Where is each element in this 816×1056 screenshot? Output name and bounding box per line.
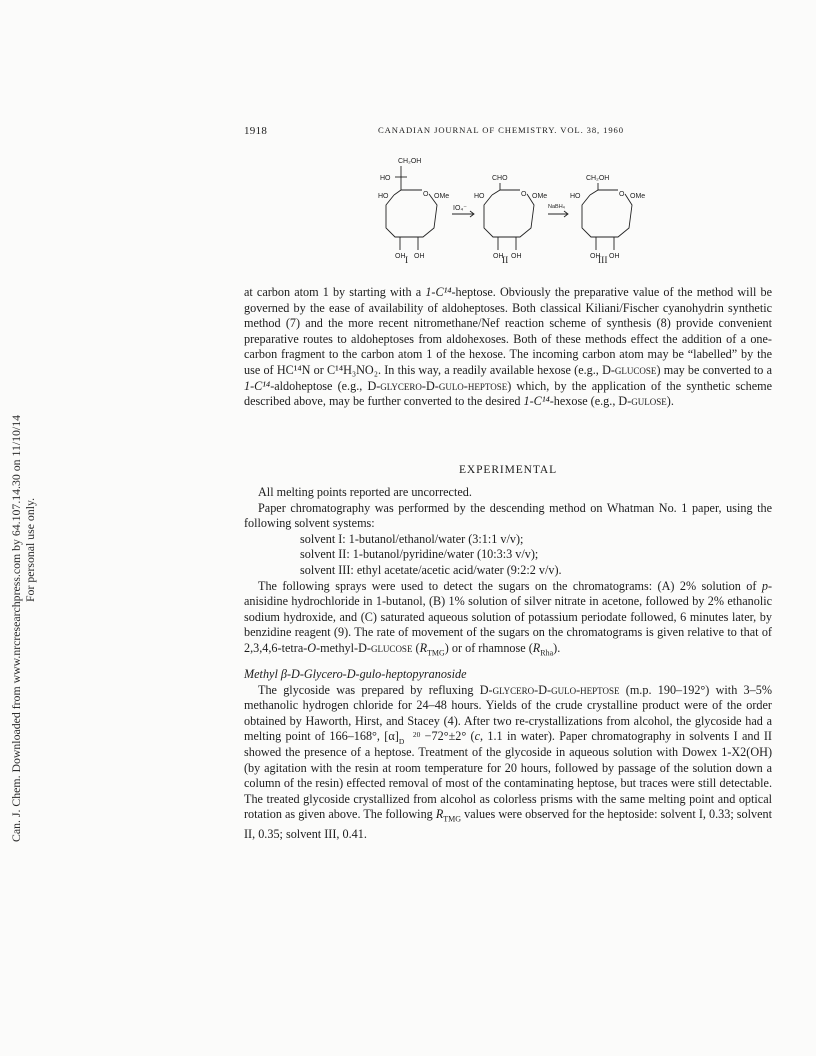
structure-III-ch2oh: CH₂OH — [586, 175, 610, 182]
structure-II-ome: OMe — [532, 193, 548, 200]
structure-I-ring-o: O — [423, 191, 429, 198]
page-number: 1918 — [244, 125, 268, 137]
structure-II-cho: CHO — [492, 175, 508, 182]
download-notice — [4, 262, 46, 842]
structure-II-ring-o: O — [521, 191, 527, 198]
running-head: CANADIAN JOURNAL OF CHEMISTRY. VOL. 38, 1960 — [378, 125, 624, 135]
structure-I-oh-2: OH — [414, 253, 425, 260]
structure-III-ring-o: O — [619, 191, 625, 198]
structure-III — [570, 175, 645, 266]
solvent-list — [244, 532, 772, 579]
section-title-experimental: EXPERIMENTAL — [458, 464, 558, 476]
structure-I — [378, 158, 449, 266]
sprays-paragraph: The following sprays were used to detect the sugars on the chromatograms: (A) 2% solution of p-anisidine hydrochloride in 1-butanol, (B) 1% solution of silver nitrate in acetone, followed by 2% ethanolic sodium hydroxide, and (C) saturated aqueous solution of potassium periodate followed, 6 minutes later, by benzidine reagent (9). The rate of movement of the sugars on the chromatograms is given relative to that of 2,3,4,6-tetra-O-methyl-D-glucose $(R_{TMG})$ or of rhamnose $(R_{Rha})$. — [244, 578, 772, 658]
chromatography-paragraph: Paper chromatography was performed by the descending method on Whatman No. 1 paper, using the following solvent systems: — [244, 500, 772, 531]
reaction-arrow-1 — [452, 205, 474, 217]
solvent-item: solvent II: 1-butanol/pyridine/water (10:3:3 v/v); — [300, 547, 539, 562]
structure-III-label: III — [598, 256, 608, 266]
reaction-arrow-2 — [548, 204, 568, 217]
download-notice-line1: Can. J. Chem. Downloaded from www.nrcresearchpress.com by 64.107.14.30 on 11/10/14 — [9, 414, 23, 842]
solvent-item: solvent III: ethyl acetate/acetic acid/water (9:2:2 v/v). — [300, 562, 562, 577]
reaction-scheme — [360, 150, 660, 270]
reagent-borohydride: NaBH₄ — [548, 204, 565, 210]
download-notice-line2: For personal use only. — [23, 497, 37, 602]
structure-II — [474, 175, 547, 266]
structure-I-ho: HO — [378, 193, 389, 200]
structure-I-oh-1: OH — [395, 253, 406, 260]
glycoside-paragraph: The glycoside was prepared by refluxing D-glycero-D-gulo-heptose (m.p. 190–192°) with 3–5% methanolic hydrogen chloride for 24–48 hours. Yields of the crude crystalline product were of the order obtained by Haworth, Hirst, and Stacey (4). After two re-crystallizations from alcohol, the glycoside had a melting point of 166–168°, [α] 20 D −72°±2° (c, 1.1 in water). Paper chromatography in solvents I and II showed the presence of a heptose. Treatment of the glycoside in aqueous solution with Dowex 1-X2(OH) (by agitation with the resin at room temperature for 20 hours, followed by passage of the solution down a column of the resin) effected removal of most of the contaminating heptose, but traces were still detectable. The treated glycoside crystallized from alcohol as colorless prisms with the same melting point and optical rotation as given above. The following $R_{TMG}$ values were observed for the heptoside: solvent I, 0.33; solvent II, 0.35; solvent III, 0.41. — [244, 682, 772, 842]
intro-paragraph: at carbon atom 1 by starting with a 1-C¹⁴-heptose. Obviously the preparative value of the method will be governed by the ease of availability of aldoheptoses. Both classical Kiliani/Fischer cyanohydrin synthetic method (7) and the more recent nitromethane/Nef reaction scheme of synthesis (8) provide convenient preparative routes to aldoheptoses from aldohexoses. Both of these methods effect the addition of a one-carbon fragment to the carbon atom 1 of the hexose. The incoming carbon atom may be “labelled” by the use of HC¹⁴N or C¹⁴H₃NO₂. In this way, a readily available hexose (e.g., D-glucose) may be converted to a 1-C¹⁴-aldoheptose (e.g., D-glycero-D-gulo-heptose) which, by the application of the synthetic scheme described above, may be further converted to the desired 1-C¹⁴-hexose (e.g., D-gulose). — [244, 285, 772, 409]
structure-II-oh-1: OH — [493, 253, 504, 260]
melting-points-note: All melting points reported are uncorrected. — [258, 485, 472, 499]
reagent-periodate: IO₄⁻ — [453, 205, 467, 212]
structure-III-oh-1: OH — [590, 253, 601, 260]
structure-II-label: II — [502, 256, 509, 266]
structure-III-ho: HO — [570, 193, 581, 200]
structure-I-ome: OMe — [434, 193, 450, 200]
glycoside-subhead: Methyl β-D-Glycero-D-gulo-heptopyranoside — [244, 666, 467, 681]
structure-I-ch2oh: CH₂OH — [398, 158, 422, 165]
structure-I-ho-top: HO — [380, 175, 391, 182]
experimental-body — [244, 485, 772, 843]
structure-III-oh-2: OH — [609, 253, 620, 260]
structure-II-ho: HO — [474, 193, 485, 200]
structure-II-oh-2: OH — [511, 253, 522, 260]
structure-I-label: I — [405, 256, 409, 266]
structure-III-ome: OMe — [630, 193, 646, 200]
solvent-item: solvent I: 1-butanol/ethanol/water (3:1:1 v/v); — [300, 531, 524, 546]
